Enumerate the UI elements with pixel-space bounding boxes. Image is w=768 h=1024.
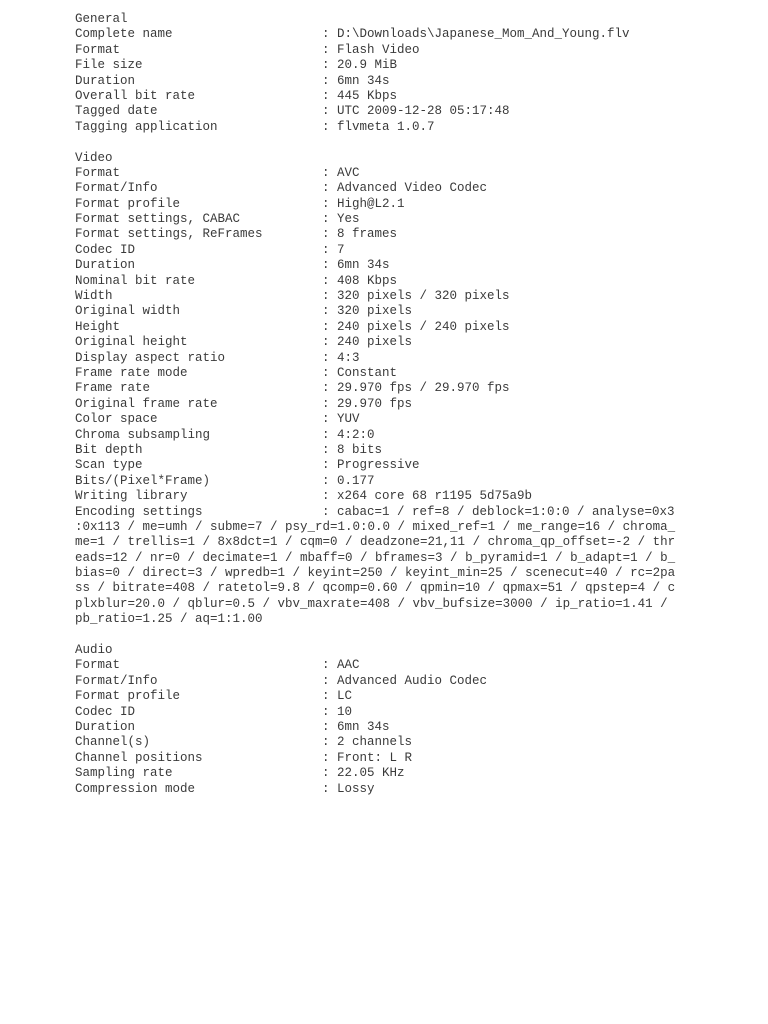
info-row [75, 412, 675, 427]
field-value: : 29.970 fps [322, 396, 413, 411]
video-heading: Video [75, 150, 113, 165]
field-label: Format [75, 42, 121, 57]
audio-heading: Audio [75, 643, 113, 658]
field-label: Channel(s) [75, 735, 151, 750]
info-row [75, 458, 675, 473]
field-label: Bit depth [75, 442, 143, 457]
field-value: : 6mn 34s [322, 719, 390, 734]
general-heading: General [75, 12, 128, 26]
info-row [75, 505, 675, 520]
info-row [75, 181, 675, 196]
encoding-settings-continuation: pb_ratio=1.25 / aq=1:1.00 [75, 612, 263, 627]
field-value: : 8 frames [322, 227, 398, 242]
info-row [75, 381, 675, 396]
field-label: Color space [75, 412, 158, 427]
field-label: Sampling rate [75, 766, 173, 781]
field-value: : 2 channels [322, 735, 413, 750]
info-row [75, 397, 675, 412]
field-label: Format [75, 658, 121, 673]
field-label: Writing library [75, 489, 188, 504]
field-value: : 4:2:0 [322, 427, 375, 442]
field-label: Format/Info [75, 181, 158, 196]
info-row [75, 335, 675, 350]
field-value: : 8 bits [322, 442, 383, 457]
encoding-settings-continuation: bias=0 / direct=3 / wpredb=1 / keyint=250 / keyint_min=25 / scenecut=40 / rc=2pa [75, 566, 676, 581]
field-value: : 240 pixels [322, 335, 413, 350]
field-value: : Constant [322, 365, 398, 380]
field-label: Frame rate mode [75, 365, 188, 380]
field-label: Encoding settings [75, 504, 203, 519]
field-label: File size [75, 58, 143, 73]
field-label: Width [75, 289, 113, 304]
field-value: : UTC 2009-12-28 05:17:48 [322, 104, 510, 119]
field-label: Duration [75, 719, 136, 734]
field-label: Original width [75, 304, 181, 319]
field-label: Original height [75, 335, 188, 350]
field-label: Frame rate [75, 381, 151, 396]
field-value: : Progressive [322, 458, 420, 473]
info-row [75, 304, 675, 319]
field-label: Format profile [75, 196, 181, 211]
info-row [75, 689, 675, 704]
info-row [75, 735, 675, 750]
field-value: : 6mn 34s [322, 258, 390, 273]
field-value: : Flash Video [322, 42, 420, 57]
info-row [75, 658, 675, 673]
field-value: : 0.177 [322, 473, 375, 488]
field-value: : Yes [322, 212, 360, 227]
video-section [75, 151, 675, 628]
field-label: Format settings, CABAC [75, 212, 241, 227]
info-row [75, 120, 675, 135]
field-label: Format/Info [75, 673, 158, 688]
field-label: Complete name [75, 27, 173, 42]
info-row [75, 782, 675, 797]
field-label: Nominal bit rate [75, 273, 196, 288]
field-value: : AAC [322, 658, 360, 673]
field-label: Tagging application [75, 119, 218, 134]
field-label: Codec ID [75, 704, 136, 719]
field-label: Format profile [75, 689, 181, 704]
field-label: Original frame rate [75, 396, 218, 411]
field-value: : 20.9 MiB [322, 58, 398, 73]
info-row [75, 751, 675, 766]
field-value: : LC [322, 689, 353, 704]
field-value: : Advanced Audio Codec [322, 673, 488, 688]
info-row [75, 274, 675, 289]
info-row [75, 27, 675, 42]
field-label: Overall bit rate [75, 88, 196, 103]
info-row [75, 474, 675, 489]
info-row [75, 320, 675, 335]
general-section [75, 12, 675, 135]
info-row [75, 443, 675, 458]
info-row [75, 351, 675, 366]
field-label: Display aspect ratio [75, 350, 226, 365]
field-value: : 4:3 [322, 350, 360, 365]
field-label: Bits/(Pixel*Frame) [75, 473, 211, 488]
field-label: Height [75, 319, 121, 334]
field-label: Duration [75, 73, 136, 88]
info-row [75, 43, 675, 58]
info-row [75, 58, 675, 73]
info-row [75, 674, 675, 689]
info-row [75, 74, 675, 89]
info-row [75, 366, 675, 381]
field-label: Tagged date [75, 104, 158, 119]
field-value: : 7 [322, 242, 345, 257]
field-value: : 408 Kbps [322, 273, 398, 288]
encoding-settings-continuation: ss / bitrate=408 / ratetol=9.8 / qcomp=0.60 / qpmin=10 / qpmax=51 / qpstep=4 / c [75, 581, 676, 596]
field-value: : 240 pixels / 240 pixels [322, 319, 510, 334]
info-row [75, 166, 675, 181]
field-value: : 29.970 fps / 29.970 fps [322, 381, 510, 396]
field-value: : 445 Kbps [322, 88, 398, 103]
info-row [75, 705, 675, 720]
field-value: : 22.05 KHz [322, 766, 405, 781]
info-row [75, 197, 675, 212]
info-row [75, 227, 675, 242]
field-label: Channel positions [75, 750, 203, 765]
field-value: : YUV [322, 412, 360, 427]
field-value: : Front: L R [322, 750, 413, 765]
encoding-settings-continuation: eads=12 / nr=0 / decimate=1 / mbaff=0 / bframes=3 / b_pyramid=1 / b_adapt=1 / b_ [75, 550, 676, 565]
info-row [75, 766, 675, 781]
encoding-settings-continuation: me=1 / trellis=1 / 8x8dct=1 / cqm=0 / deadzone=21,11 / chroma_qp_offset=-2 / thr [75, 535, 676, 550]
info-row [75, 243, 675, 258]
field-value: : AVC [322, 165, 360, 180]
field-value: : High@L2.1 [322, 196, 405, 211]
field-label: Scan type [75, 458, 143, 473]
field-value: : cabac=1 / ref=8 / deblock=1:0:0 / analyse=0x3 [322, 504, 675, 519]
field-label: Format [75, 165, 121, 180]
info-row [75, 489, 675, 504]
field-value: : 320 pixels / 320 pixels [322, 289, 510, 304]
field-value: : D:\Downloads\Japanese_Mom_And_Young.flv [322, 27, 630, 42]
audio-section [75, 643, 675, 797]
field-value: : flvmeta 1.0.7 [322, 119, 435, 134]
field-label: Chroma subsampling [75, 427, 211, 442]
info-row [75, 89, 675, 104]
mediainfo-report [75, 12, 675, 797]
field-value: : Advanced Video Codec [322, 181, 488, 196]
info-row [75, 212, 675, 227]
info-row [75, 720, 675, 735]
field-value: : 6mn 34s [322, 73, 390, 88]
field-value: : 10 [322, 704, 353, 719]
encoding-settings-continuation: :0x113 / me=umh / subme=7 / psy_rd=1.0:0.0 / mixed_ref=1 / me_range=16 / chroma_ [75, 519, 676, 534]
encoding-settings-continuation: plxblur=20.0 / qblur=0.5 / vbv_maxrate=408 / vbv_bufsize=3000 / ip_ratio=1.41 / [75, 596, 668, 611]
info-row [75, 289, 675, 304]
field-value: : 320 pixels [322, 304, 413, 319]
info-row [75, 258, 675, 273]
field-label: Format settings, ReFrames [75, 227, 263, 242]
field-value: : Lossy [322, 781, 375, 796]
field-label: Compression mode [75, 781, 196, 796]
field-label: Duration [75, 258, 136, 273]
field-value: : x264 core 68 r1195 5d75a9b [322, 489, 533, 504]
info-row [75, 104, 675, 119]
field-label: Codec ID [75, 242, 136, 257]
info-row [75, 428, 675, 443]
